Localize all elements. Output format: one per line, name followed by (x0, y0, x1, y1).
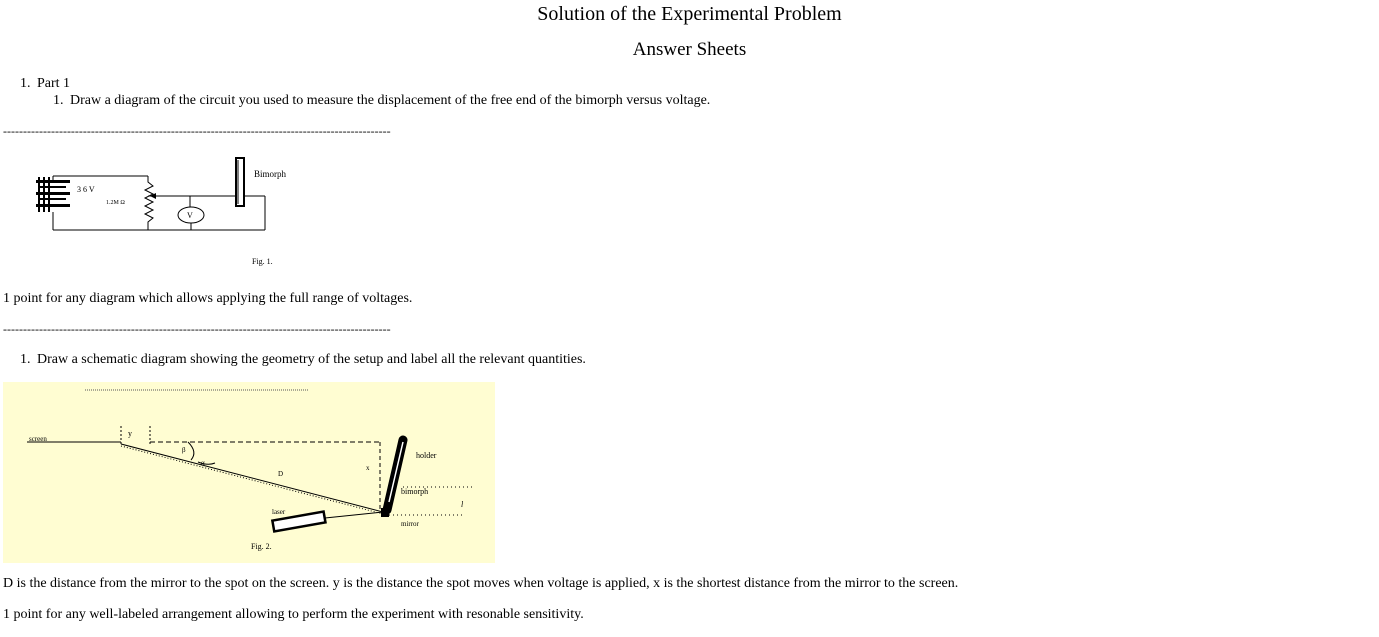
screen-label: screen (29, 435, 47, 443)
resistor-label: 1.2M Ω (106, 200, 125, 206)
list-number-q1: 1. (53, 93, 64, 108)
laser-label: laser (272, 508, 286, 516)
battery-symbol (36, 177, 70, 212)
definitions-text: D is the distance from the mirror to the spot on the screen. y is the distance the spot moves when voltage is applied, x is the shortest distance from the mirror to the screen. (3, 576, 959, 591)
resistor-symbol (145, 176, 153, 230)
voltmeter-label: V (187, 211, 193, 220)
page-subtitle: Answer Sheets (632, 39, 747, 60)
list-number-part1: 1. (20, 76, 31, 91)
mirror (381, 508, 389, 517)
list-number-q2: 1. (20, 352, 31, 367)
length-l-label: l (461, 500, 464, 509)
setup-geometry-diagram (3, 382, 495, 563)
distance-x-label: x (366, 464, 370, 472)
page-title: Solution of the Experimental Problem (537, 3, 842, 25)
y-label: y (128, 429, 132, 438)
mirror-label: mirror (401, 520, 419, 528)
score-note-1: 1 point for any diagram which allows applying the full range of voltages. (3, 291, 413, 306)
figure-background (3, 382, 495, 563)
question-2-text: Draw a schematic diagram showing the geometry of the setup and label all the relevant quantities. (37, 352, 586, 367)
bimorph-label-fig2: bimorph (401, 487, 429, 496)
bimorph-label: Bimorph (254, 169, 287, 179)
holder-label: holder (416, 451, 437, 460)
alpha-label: α (201, 459, 205, 467)
beta-label: β (182, 446, 186, 454)
score-note-2: 1 point for any well-labeled arrangement allowing to perform the experiment with resonable sensitivity. (3, 607, 584, 622)
question-1-text: Draw a diagram of the circuit you used to measure the displacement of the free end of the bimorph versus voltage. (70, 93, 711, 108)
bimorph-symbol (236, 158, 244, 206)
distance-D-label: D (278, 470, 284, 478)
separator-line-2: ------------------------------------------------------------------------------------------------- (3, 322, 391, 336)
separator-line-1: ------------------------------------------------------------------------------------------------- (3, 124, 391, 138)
fig2-caption: Fig. 2. (251, 542, 272, 551)
fig1-caption: Fig. 1. (252, 257, 273, 266)
circuit-diagram (0, 150, 320, 270)
part1-heading: Part 1 (37, 76, 71, 91)
voltage-label: 3 6 V (77, 185, 95, 194)
